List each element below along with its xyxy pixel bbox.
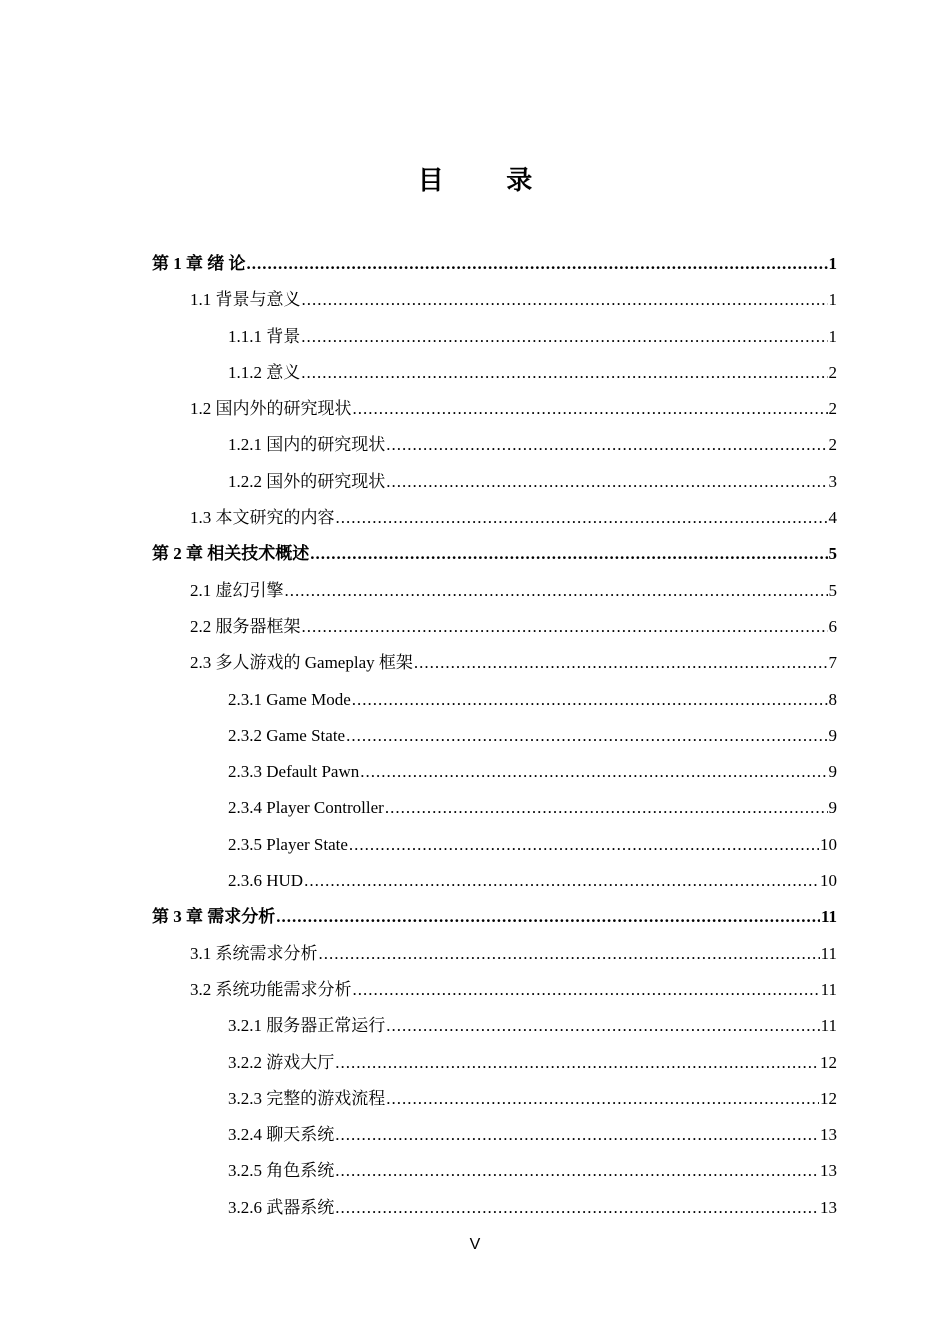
toc-entry-page: 1 [828, 254, 837, 273]
toc-entry-page: 1 [828, 326, 837, 346]
toc-entry-page: 9 [828, 725, 837, 745]
toc-entry[interactable] [152, 899, 837, 935]
toc-dot-leader [349, 827, 819, 863]
toc-dot-leader [336, 500, 828, 536]
toc-entry[interactable] [152, 1081, 837, 1117]
toc-entry-title: 1.1.1 背景 [228, 326, 301, 346]
toc-dot-leader [335, 1153, 819, 1189]
toc-dot-leader [353, 972, 820, 1008]
toc-entry-page: 10 [820, 871, 837, 891]
toc-entry-page: 12 [820, 1088, 837, 1108]
toc-entry-title: 3.2.2 游戏大厅 [228, 1052, 335, 1072]
toc-entry[interactable] [152, 1190, 837, 1226]
toc-dot-leader [346, 718, 827, 754]
toc-entry[interactable] [152, 645, 837, 681]
toc-entry-page: 12 [820, 1052, 837, 1072]
toc-dot-leader [360, 754, 827, 790]
toc-entry[interactable] [152, 790, 837, 826]
toc-dot-leader [304, 863, 819, 899]
toc-entry-title: 3.2.5 角色系统 [228, 1161, 335, 1181]
toc-entry-page: 5 [828, 544, 837, 564]
toc-entry[interactable] [152, 972, 837, 1008]
toc-entry-page: 11 [820, 979, 837, 999]
toc-entry-page: 6 [828, 616, 837, 636]
toc-dot-leader [386, 1081, 819, 1117]
toc-entry[interactable] [152, 464, 837, 500]
toc-entry-title: 3.2.3 完整的游戏流程 [228, 1088, 386, 1108]
toc-entry[interactable] [152, 573, 837, 609]
toc-dot-leader [319, 936, 820, 972]
toc-entry-title: 2.3.5 Player State [228, 834, 348, 854]
toc-dot-leader [301, 355, 827, 391]
toc-dot-leader [302, 282, 828, 318]
toc-entry[interactable] [152, 1008, 837, 1044]
toc-entry-title: 2.3.2 Game State [228, 725, 346, 745]
page-title: 目 录 [417, 166, 561, 195]
toc-dot-leader [310, 536, 827, 572]
toc-entry-page: 2 [828, 362, 837, 382]
toc-entry-page: 9 [828, 762, 837, 782]
toc-entry[interactable] [152, 754, 837, 790]
toc-entry[interactable] [152, 391, 837, 427]
toc-entry-title: 2.1 虚幻引擎 [190, 580, 284, 600]
toc-entry-title: 3.2.1 服务器正常运行 [228, 1016, 386, 1036]
toc-entry-page: 8 [828, 689, 837, 709]
toc-entry[interactable] [152, 246, 837, 282]
toc-dot-leader [352, 682, 828, 718]
toc-entry-page: 13 [820, 1125, 837, 1145]
toc-entry-title: 1.2.1 国内的研究现状 [228, 435, 386, 455]
toc-dot-leader [335, 1117, 819, 1153]
toc-entry-title: 2.3.1 Game Mode [228, 689, 351, 709]
toc-entry-title: 1.1 背景与意义 [190, 290, 301, 310]
toc-entry[interactable] [152, 1045, 837, 1081]
toc-dot-leader [385, 790, 828, 826]
toc-entry-page: 2 [828, 435, 837, 455]
toc-entry-title: 3.2.4 聊天系统 [228, 1125, 335, 1145]
toc-entry-page: 10 [820, 834, 837, 854]
toc-entry[interactable] [152, 500, 837, 536]
page-number: V [469, 1236, 481, 1253]
toc-entry-title: 1.2.2 国外的研究现状 [228, 471, 386, 491]
toc-entry[interactable] [152, 319, 837, 355]
toc-entry-title: 2.3.3 Default Pawn [228, 762, 360, 782]
toc-dot-leader [302, 609, 828, 645]
toc-entry-title: 第 1 章 绪 论 [152, 254, 246, 273]
toc-entry-title: 3.2 系统功能需求分析 [190, 979, 352, 999]
toc-entry[interactable] [152, 282, 837, 318]
toc-dot-leader [276, 899, 820, 935]
toc-dot-leader [414, 645, 828, 681]
toc-entry-title: 第 3 章 需求分析 [152, 907, 276, 927]
toc-entry[interactable] [152, 863, 837, 899]
toc-entry-page: 13 [820, 1197, 837, 1217]
toc-entry[interactable] [152, 718, 837, 754]
toc-entry-page: 5 [828, 580, 837, 600]
toc-entry[interactable] [152, 1153, 837, 1189]
toc-entry-title: 3.1 系统需求分析 [190, 943, 318, 963]
toc-entry-title: 2.2 服务器框架 [190, 616, 301, 636]
toc-entry-title: 3.2.6 武器系统 [228, 1197, 335, 1217]
table-of-contents [152, 246, 837, 1226]
toc-dot-leader [353, 391, 828, 427]
toc-entry-page: 9 [828, 798, 837, 818]
toc-entry-title: 1.3 本文研究的内容 [190, 508, 335, 528]
toc-entry-page: 11 [820, 1016, 837, 1036]
toc-entry-page: 13 [820, 1161, 837, 1181]
toc-entry[interactable] [152, 682, 837, 718]
toc-entry[interactable] [152, 827, 837, 863]
toc-entry-title: 1.1.2 意义 [228, 362, 301, 382]
toc-dot-leader [335, 1190, 819, 1226]
toc-entry-title: 1.2 国内外的研究现状 [190, 399, 352, 419]
toc-entry-title: 第 2 章 相关技术概述 [152, 544, 310, 564]
toc-entry-page: 2 [828, 399, 837, 419]
toc-entry-title: 2.3 多人游戏的 Gameplay 框架 [190, 653, 413, 673]
toc-dot-leader [301, 319, 827, 355]
toc-entry-page: 3 [828, 471, 837, 491]
toc-entry[interactable] [152, 1117, 837, 1153]
toc-entry-page: 11 [820, 907, 837, 927]
toc-dot-leader [335, 1045, 819, 1081]
toc-entry[interactable] [152, 427, 837, 463]
toc-entry-page: 7 [828, 653, 837, 673]
toc-dot-leader [247, 246, 828, 282]
toc-entry-page: 11 [820, 943, 837, 963]
toc-entry-title: 2.3.6 HUD [228, 871, 304, 891]
toc-entry-page: 1 [828, 290, 837, 310]
toc-entry[interactable] [152, 355, 837, 391]
toc-entry[interactable] [152, 936, 837, 972]
toc-entry-page: 4 [828, 508, 837, 528]
toc-entry-title: 2.3.4 Player Controller [228, 798, 384, 818]
toc-dot-leader [386, 427, 827, 463]
toc-entry[interactable] [152, 536, 837, 572]
toc-dot-leader [285, 573, 828, 609]
toc-dot-leader [386, 1008, 819, 1044]
toc-entry[interactable] [152, 609, 837, 645]
toc-dot-leader [386, 464, 827, 500]
